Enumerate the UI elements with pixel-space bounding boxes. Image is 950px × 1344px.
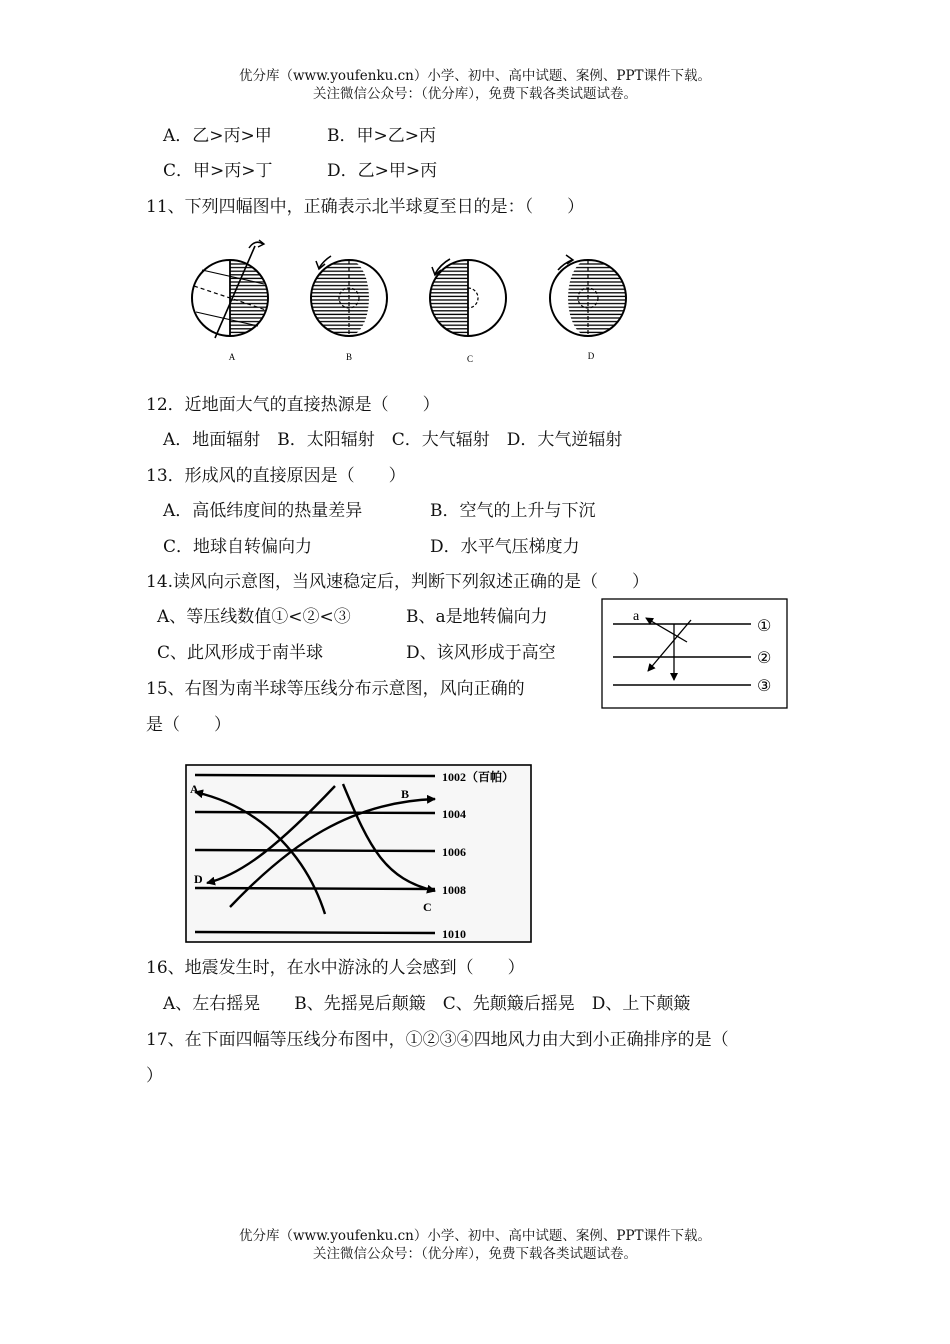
q10-option-d: D．乙>甲>丙 [327,161,438,181]
q12-stem: 12．近地面大气的直接热源是（ ） [146,395,440,415]
q10-option-c: C．甲>丙>丁 [163,161,273,181]
globe-b-label: B [345,352,353,362]
globe-c-label: C [466,354,474,364]
q16-options: A、左右摇晃 B、先摇晃后颠簸 C、先颠簸后摇晃 D、上下颠簸 [163,994,691,1014]
q12-options: A．地面辐射 B．太阳辐射 C．大气辐射 D．大气逆辐射 [163,430,623,450]
q10-option-b: B．甲>乙>丙 [327,126,436,146]
q11-stem: 11、下列四幅图中，正确表示北半球夏至日的是：（ ） [146,197,585,217]
q14-option-d: D、该风形成于高空 [406,643,556,663]
q13-option-a: A．高低纬度间的热量差异 [163,501,363,521]
q16-stem: 16、地震发生时，在水中游泳的人会感到（ ） [146,958,525,978]
q13-option-d: D．水平气压梯度力 [430,537,580,557]
header-line-2: 关注微信公众号：（优分库），免费下载各类试题试卷。 [313,86,637,102]
q15-isobar-1008: 1008 [442,883,466,897]
globe-a [192,240,268,338]
globe-b [311,256,387,336]
q17-stem-line-2: ） [146,1066,163,1086]
q13-option-c: C．地球自转偏向力 [163,537,313,557]
q10-option-a: A．乙>丙>甲 [163,126,272,146]
q13-stem: 13．形成风的直接原因是（ ） [146,466,406,486]
q14-arrow-label-a: a [633,609,640,624]
q15-stem-line-1: 15、右图为南半球等压线分布示意图，风向正确的 [146,679,525,699]
q15-arrow-label-a: A [190,782,199,796]
q15-isobar-1002: 1002（百帕） [442,770,515,784]
q14-option-a: A、等压线数值①<②<③ [157,607,351,627]
header-line-1: 优分库（www.youfenku.cn）小学、初中、高中试题、案例、PPT课件下载。 [238,68,712,84]
footer-line-2: 关注微信公众号：（优分库），免费下载各类试题试卷。 [313,1246,637,1262]
q14-wind-diagram [601,598,789,710]
q13-option-b: B．空气的上升与下沉 [430,501,596,521]
q14-stem: 14.读风向示意图，当风速稳定后，判断下列叙述正确的是（ ） [146,572,650,592]
footer-line-1: 优分库（www.youfenku.cn）小学、初中、高中试题、案例、PPT课件下载。 [238,1228,712,1244]
q11-globe-figures [180,238,640,373]
q15-isobar-1010: 1010 [442,927,466,941]
q15-arrow-label-c: C [423,900,432,914]
q14-option-c: C、此风形成于南半球 [157,643,324,663]
q14-line-label-2: ② [757,650,772,667]
q14-line-label-1: ① [757,618,772,635]
q15-arrow-label-b: B [401,787,410,801]
q15-isobar-1004: 1004 [442,807,466,821]
q14-option-b: B、a是地转偏向力 [406,607,548,627]
q15-stem-line-2: 是（ ） [146,715,231,735]
q14-line-label-3: ③ [757,678,772,695]
q15-isobar-1006: 1006 [442,845,466,859]
q17-stem-line-1: 17、在下面四幅等压线分布图中，①②③④四地风力由大到小正确排序的是（ [146,1030,729,1050]
globe-c [430,259,506,336]
q15-arrow-label-d: D [194,872,203,886]
globe-a-label: A [228,352,236,362]
q15-isobar-diagram [185,764,533,944]
globe-d [550,255,626,336]
globe-d-label: D [587,351,595,361]
